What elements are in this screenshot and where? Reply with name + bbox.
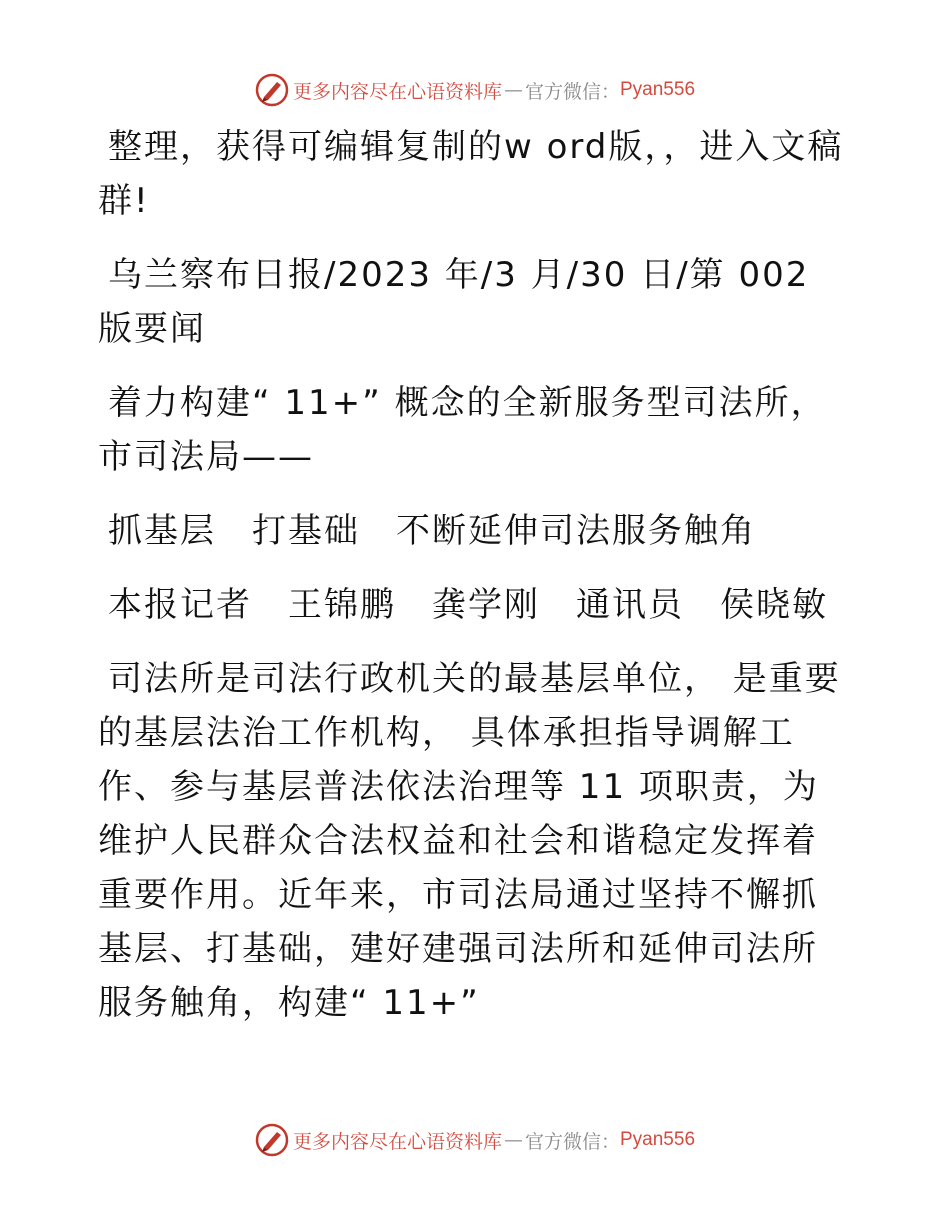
banner-official-label: 官方微信： <box>524 80 620 103</box>
banner-account: Pyan556 <box>620 79 696 100</box>
footer-banner <box>0 1120 950 1160</box>
header-banner <box>0 70 950 110</box>
banner-account: Pyan556 <box>620 1129 696 1150</box>
banner-title: 更多内容尽在心语资料库 <box>292 1130 502 1153</box>
pen-logo-icon <box>255 73 289 107</box>
banner-title: 更多内容尽在心语资料库 <box>292 80 502 103</box>
headline-kicker: 着力构建“ 11+” 概念的全新服务型司法所，市司法局—— <box>98 383 827 477</box>
source-line: 乌兰察布日报/2023 年/3 月/30 日/第 002 版要闻 <box>98 255 810 349</box>
intro-paragraph: 整理，获得可编辑复制的w ord版，，进入文稿群! <box>98 127 844 221</box>
article-body <box>98 120 850 1030</box>
banner-separator: — <box>503 1129 523 1151</box>
headline: 抓基层 打基础 不断延伸司法服务触角 <box>108 511 756 551</box>
byline: 本报记者 王锦鹏 龚学刚 通讯员 侯晓敏 <box>108 585 828 625</box>
banner-official-label: 官方微信： <box>524 1130 620 1153</box>
banner-separator: — <box>503 79 523 101</box>
body-paragraph: 司法所是司法行政机关的最基层单位， 是重要的基层法治工作机构， 具体承担指导调解工作、参与基层普法依法治理等 11 项职责，为维护人民群众合法权益和社会和谐稳定发挥着重要作用。近年来，市司法局通过坚持不懈抓基层、打基础，建好建强司法所和延伸司法所服务触角，构建“ 11+” <box>98 659 841 1023</box>
pen-logo-icon <box>255 1123 289 1157</box>
